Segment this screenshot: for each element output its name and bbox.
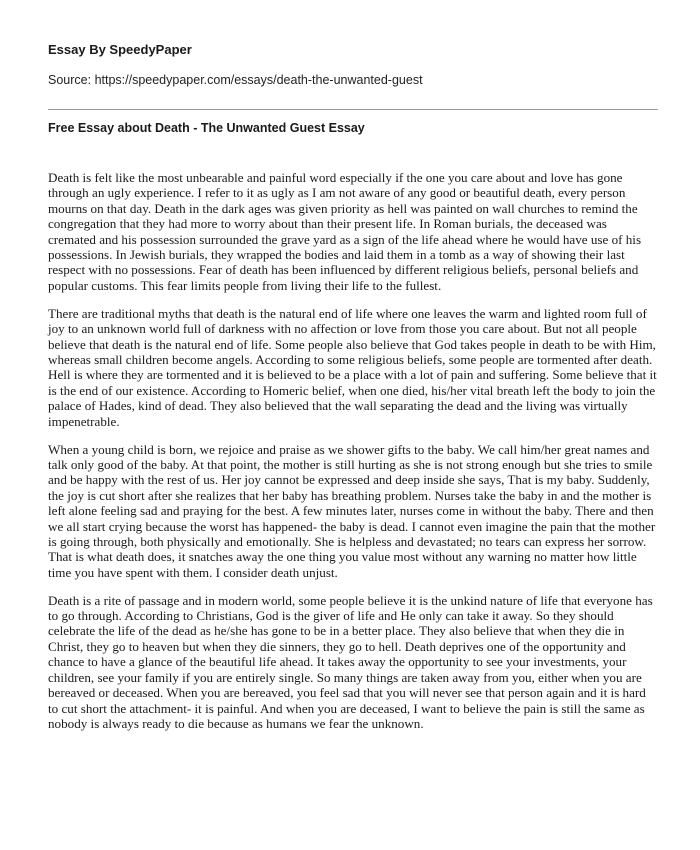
- essay-paragraph: There are traditional myths that death is the natural end of life where one leaves the warm and lighted room full of joy to an unknown world full of darkness with no affection or love from those you care about. But not all people believe that death is the natural end of life. Some people also believe that God takes people in death to be with Him, whereas small children become angels. According to some religious beliefs, some people are tormented after death. Hell is where they are tormented and it is believed to be a place with a lot of pain and suffering. Some believe that it is the end of our existence. According to Homeric belief, when one died, his/her vital breath left the body to join the palace of Hades, kind of dead. They also believed that the wall separating the dead and the living was virtually impenetrable.: [48, 305, 657, 429]
- essay-paragraph: Death is a rite of passage and in modern world, some people believe it is the unkind nature of life that everyone has to go through. According to Christians, God is the giver of life and He only can take it away. So they should celebrate the life of the dead as he/she has gone to be in a better place. They also believe that when they die in Christ, they go to heaven but when they die sinners, they go to hell. Death deprives one of the opportunity and chance to have a glance of the beautiful life ahead. It takes away the opportunity to see your investments, your children, see your family if you are entirely single. So many things are taken away from you, either when you are bereaved or deceased. When you are bereaved, you feel sad that you will never see that person again and it is hard to cut short the attachment- it is painful. And when you are deceased, I want to believe the pain is still the same as nobody is always ready to die because as humans we fear the unknown.: [48, 592, 653, 731]
- essay-title: Free Essay about Death - The Unwanted Guest Essay: [48, 121, 365, 135]
- brand-title: Essay By SpeedyPaper: [48, 42, 192, 57]
- source-label: Source:: [48, 73, 95, 87]
- essay-paragraph: When a young child is born, we rejoice and praise as we shower gifts to the baby. We call him/her great names and talk only good of the baby. At that point, the mother is still hurting as she is not strong enough but she tries to smile and be happy with the rest of us. Her joy cannot be expressed and deep inside she says, That is my baby. Suddenly, the joy is cut short after she realizes that her baby has breathing problem. Nurses take the baby in and the mother is left alone feeling sad and praying for the best. A few minutes later, nurses come in without the baby. There and then we all start crying because the worst has happened- the baby is dead. I cannot even imagine the pain that the mother is going through, both physically and emotionally. She is helpless and devastated; no tears can express her sorrow. That is what death does, it snatches away the one thing you value most without any warning no matter how little time you have spent with them. I consider death unjust.: [48, 441, 656, 580]
- source-line: [48, 72, 658, 88]
- essay-paragraph: Death is felt like the most unbearable and painful word especially if the one you care about and love has gone through an ugly experience. I refer to it as ugly as I am not aware of any good or beautiful death, every person mourns on that day. Death in the dark ages was given priority as hell was painted on wall churches to remind the congregation that they had more to worry about than their present life. In Roman burials, the deceased was cremated and his possession surrounded the grave yard as a sign of the life ahead where he would have use of his possessions. In Jewish burials, they wrapped the bodies and laid them in a tomb as a way of showing their last respect with no possessions. Fear of death has been influenced by different religious beliefs, personal beliefs and popular customs. This fear limits people from living their life to the fullest.: [48, 170, 642, 293]
- source-link[interactable]: https://speedypaper.com/essays/death-the-unwanted-guest: [94, 73, 423, 87]
- header-divider: [48, 109, 658, 110]
- essay-body: [48, 170, 658, 744]
- document-header: [48, 42, 658, 88]
